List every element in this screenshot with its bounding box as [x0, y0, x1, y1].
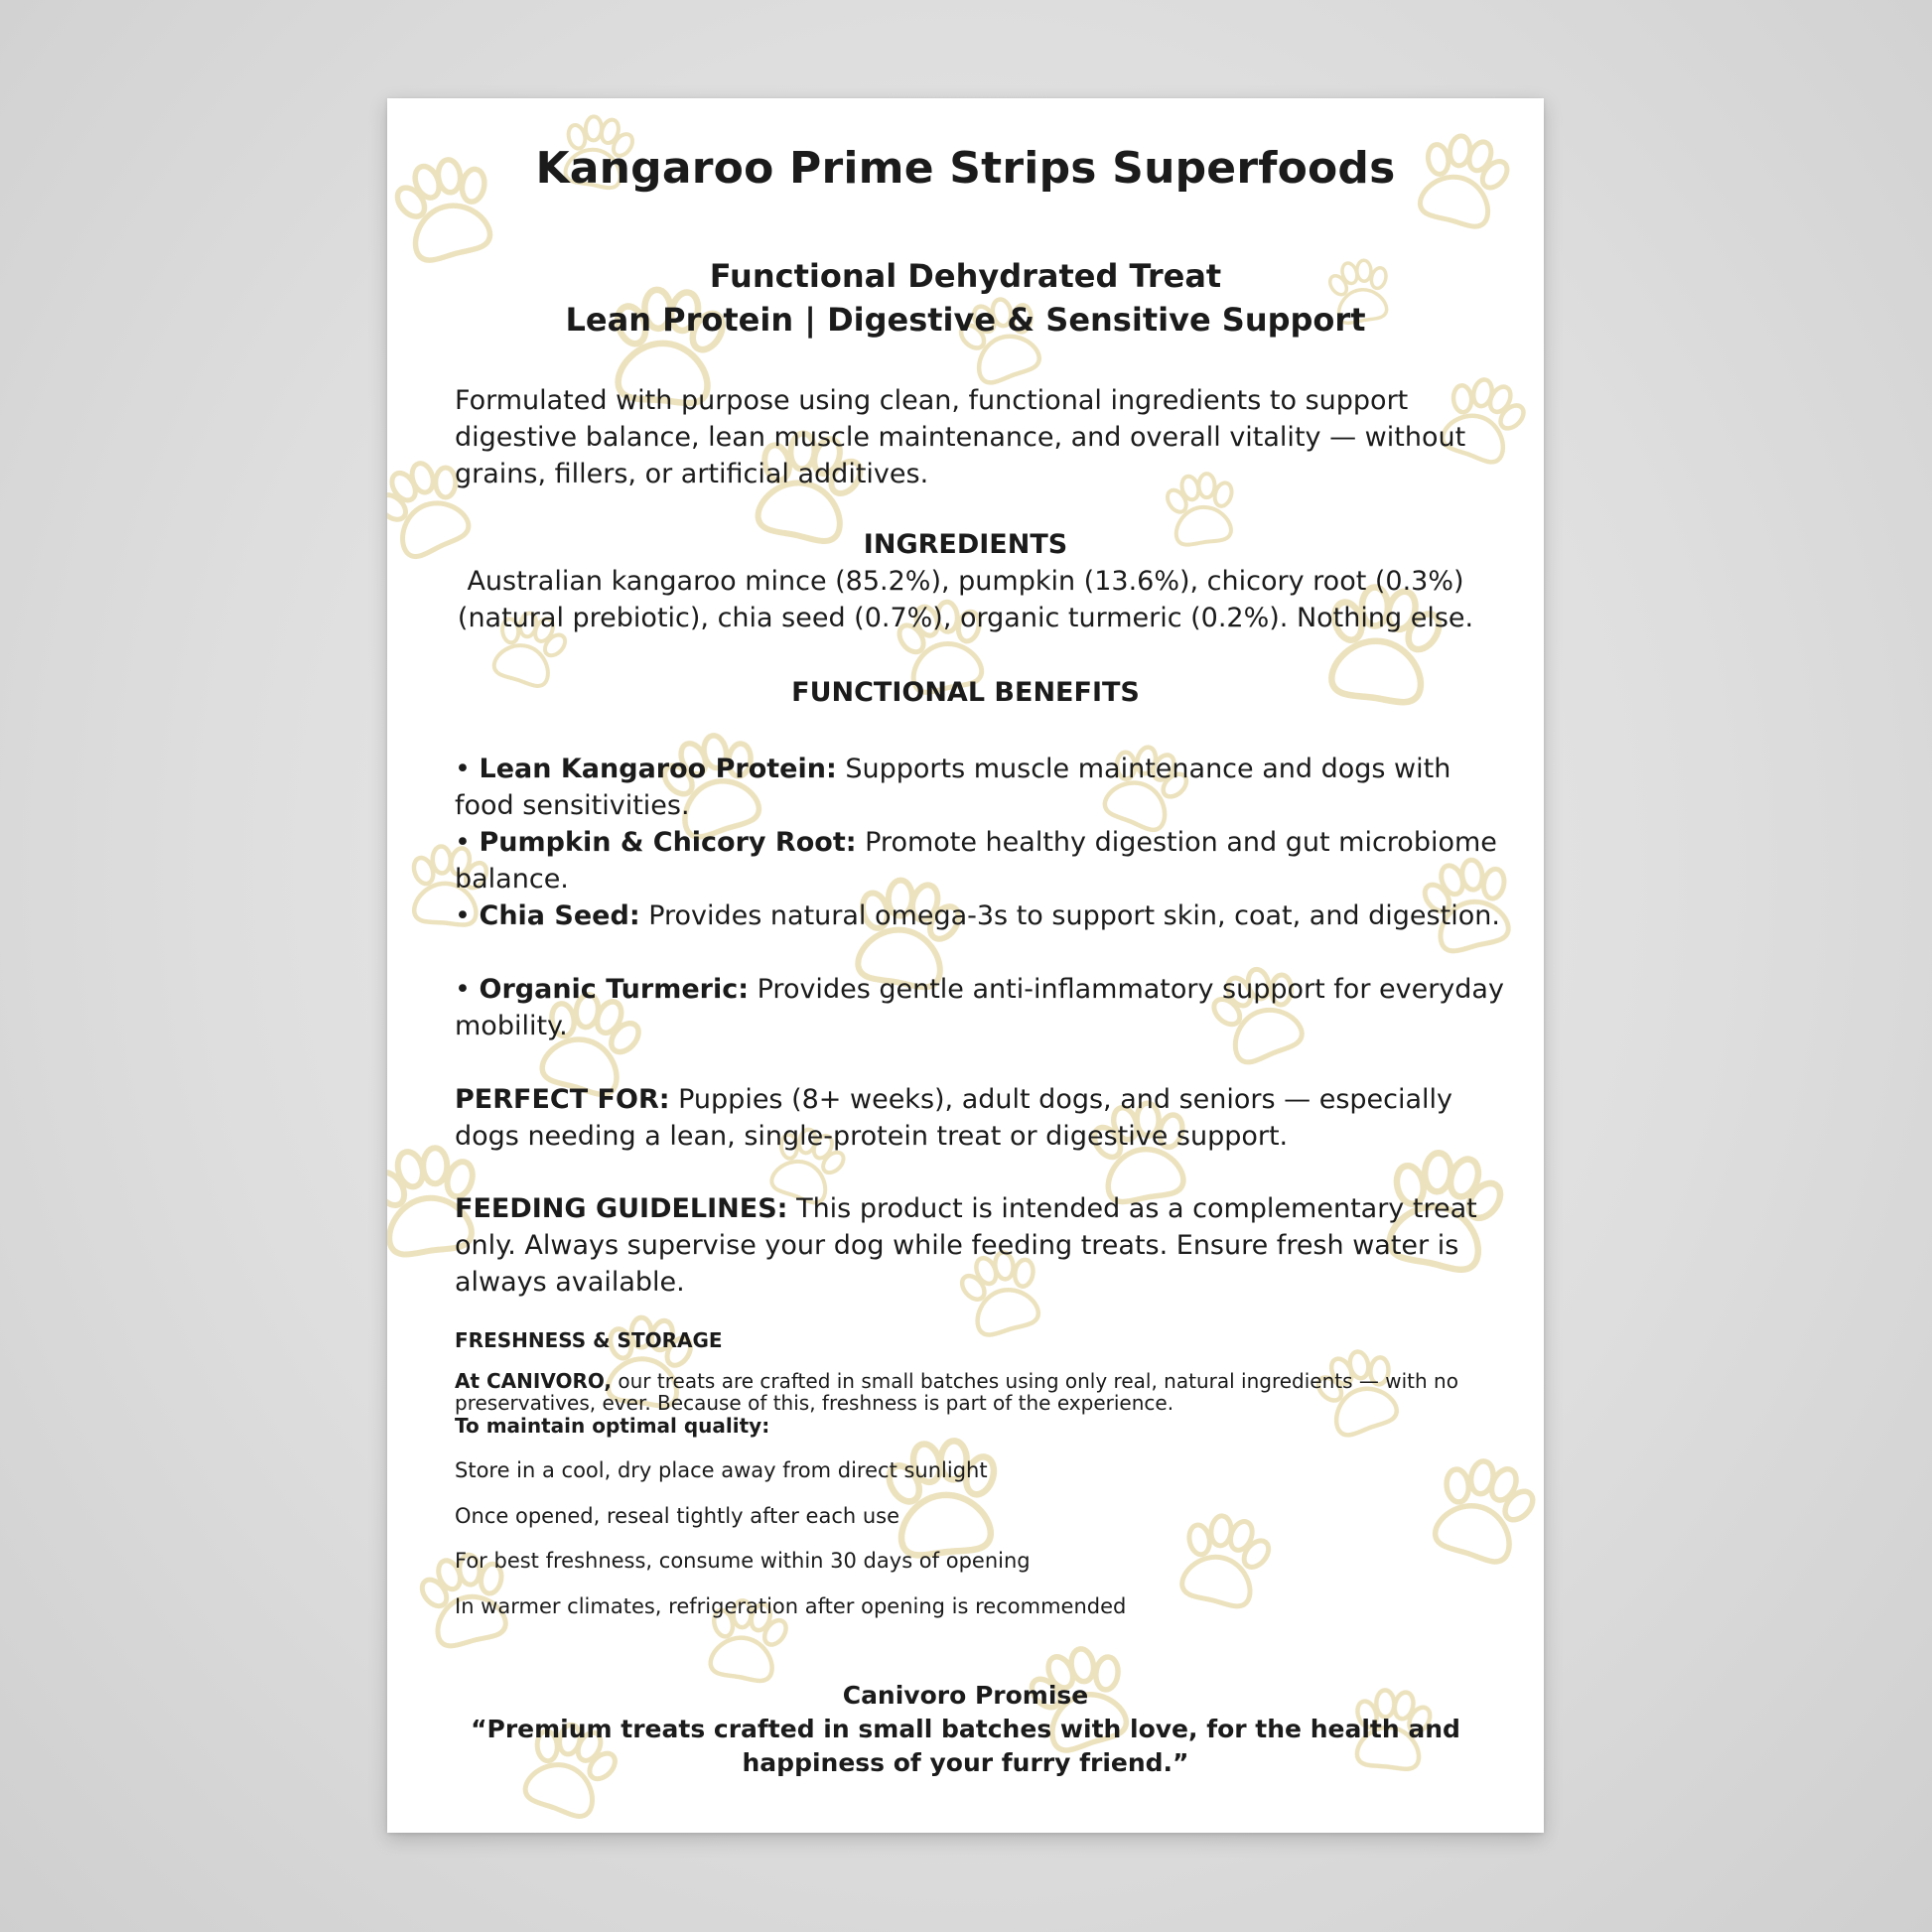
perfect-for-label: PERFECT FOR: — [455, 1084, 670, 1115]
feeding-text: This product is intended as a complementary treat only. Always supervise your dog while feeding treats. Ensure fresh water is always available. — [455, 1193, 1477, 1298]
feeding-guidelines — [455, 1190, 1507, 1301]
storage-item: For best freshness, consume within 30 days of opening — [455, 1549, 1031, 1573]
product-subtitle-2: Lean Protein | Digestive & Sensitive Support — [565, 301, 1366, 339]
storage-item: Once opened, reseal tightly after each use — [455, 1504, 900, 1528]
brand-text: our treats are crafted in small batches using only real, natural ingredients — with no preservatives, ever. Because of this, freshness is part of the experience. — [455, 1369, 1458, 1415]
benefit-text: Promote healthy digestion and gut microbiome balance. — [455, 827, 1497, 895]
product-info-card — [387, 98, 1544, 1833]
benefit-label: Organic Turmeric: — [479, 974, 750, 1005]
benefit-text: Supports muscle maintenance and dogs with food sensitivities. — [455, 754, 1451, 821]
product-intro: Formulated with purpose using clean, functional ingredients to support digestive balance, lean muscle maintenance, and overall vitality — without grains, fillers, or artificial additives. — [455, 385, 1466, 489]
benefit-label: Chia Seed: — [479, 900, 640, 931]
product-subtitle-1: Functional Dehydrated Treat — [709, 257, 1222, 295]
benefit-label: Pumpkin & Chicory Root: — [479, 827, 857, 858]
perfect-for — [455, 1081, 1507, 1155]
ingredients-heading: INGREDIENTS — [863, 529, 1068, 560]
brand-label: At CANIVORO, — [455, 1369, 613, 1393]
benefits-heading: FUNCTIONAL BENEFITS — [791, 677, 1140, 708]
storage-heading: FRESHNESS & STORAGE — [455, 1328, 723, 1352]
product-title: Kangaroo Prime Strips Superfoods — [535, 143, 1396, 194]
card-content — [387, 98, 1544, 1833]
benefit-item: • Lean Kangaroo Protein: Supports muscle maintenance and dogs with food sensitivities. — [455, 754, 1451, 821]
benefit-item: • Organic Turmeric: Provides gentle anti-inflammatory support for everyday mobility. — [455, 974, 1504, 1041]
feeding-label: FEEDING GUIDELINES: — [455, 1193, 788, 1224]
benefit-label: Lean Kangaroo Protein: — [479, 754, 837, 784]
benefit-text: Provides natural omega-3s to support skin, coat, and digestion. — [648, 900, 1500, 931]
benefit-text: Provides gentle anti-inflammatory support for everyday mobility. — [455, 974, 1504, 1041]
perfect-for-text: Puppies (8+ weeks), adult dogs, and seniors — especially dogs needing a lean, single-protein treat or digestive support. — [455, 1084, 1453, 1152]
ingredients-text: Australian kangaroo mince (85.2%), pumpkin (13.6%), chicory root (0.3%) (natural prebiotic), chia seed (0.7%), organic turmeric (0.2%). Nothing else. — [457, 566, 1474, 633]
benefit-item: • Chia Seed: Provides natural omega-3s to support skin, coat, and digestion. — [455, 900, 1500, 931]
promise-heading: Canivoro Promise — [842, 1681, 1089, 1710]
benefit-item: • Pumpkin & Chicory Root: Promote healthy digestion and gut microbiome balance. — [455, 827, 1497, 895]
storage-item: Store in a cool, dry place away from direct sunlight — [455, 1458, 988, 1482]
quality-heading: To maintain optimal quality: — [455, 1414, 770, 1438]
storage-item: In warmer climates, refrigeration after opening is recommended — [455, 1594, 1127, 1618]
promise-quote: “Premium treats crafted in small batches with love, for the health and happiness of your furry friend.” — [471, 1715, 1460, 1777]
storage-brand-note — [455, 1370, 1507, 1414]
